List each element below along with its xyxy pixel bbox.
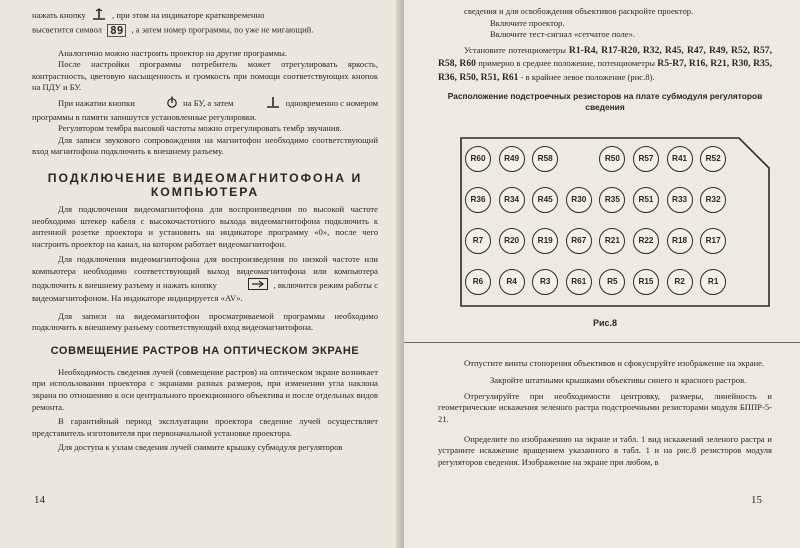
resistor-r61: R61 — [566, 269, 592, 295]
install-text-3: - в крайнее левое положение (рис.8). — [520, 71, 655, 82]
para-treble: Регулятором тембра высокой частоты можно отрегулировать тембр звучания. — [58, 123, 342, 134]
resistor-r5: R5 — [599, 269, 625, 295]
step-turn-on: Включите проектор. — [490, 17, 565, 28]
para-after-setup: После настройки программы потребитель может отрегулировать яркость, контрастность, цветовую насыщенность и громкость при помощи соответствующих кнопок на ПДУ и БУ. — [32, 59, 378, 93]
intro-text-3: высветится символ — [32, 24, 102, 35]
resistor-r17: R17 — [700, 228, 726, 254]
resistor-r7: R7 — [465, 228, 491, 254]
resistor-r33: R33 — [667, 187, 693, 213]
resistor-r30: R30 — [566, 187, 592, 213]
press-text-2: на БУ, а затем — [183, 97, 234, 108]
resistor-r45: R45 — [532, 187, 558, 213]
resistor-r34: R34 — [499, 187, 525, 213]
power-button-icon — [140, 96, 178, 112]
empty-slot — [734, 187, 768, 228]
section-title-vcr: ПОДКЛЮЧЕНИЕ ВИДЕОМАГНИТОФОНА И КОМПЬЮТЕРА — [47, 170, 363, 199]
press-text-3: одновременно с номером программы в памяти запишутся установленные регулировки. — [32, 97, 379, 122]
para-raster-access: Для доступа к узлам сведения лучей снимите крышку субмодуля регуляторов — [58, 442, 343, 453]
resistor-r21: R21 — [599, 228, 625, 254]
intro-line-1 — [32, 8, 378, 24]
empty-slot — [734, 228, 768, 269]
install-list-middle: R1-R4, R17-R20, R32, R45, R47, R49, R52, R57, R58, R60 — [438, 44, 773, 70]
program-button-icon — [91, 8, 107, 24]
resistor-r35: R35 — [599, 187, 625, 213]
resistor-r2: R2 — [667, 269, 693, 295]
resistor-r15: R15 — [633, 269, 659, 295]
resistor-r4: R4 — [499, 269, 525, 295]
intro-text-1: нажать кнопку — [32, 9, 86, 20]
intro-text-2: , при этом на индикаторе кратковременно — [112, 9, 265, 20]
para-install-pots — [438, 44, 772, 85]
resistor-r1: R1 — [700, 269, 726, 295]
memory-button-icon — [239, 96, 281, 112]
vcr-lf-text-1: Для подключения видеомагнитофона для воспроизведения по низкой частоте или компьютера необходимо соответствующий выход видеомагнитофона или компьютера подключить к внешнему разъему и нажать кнопку — [32, 254, 378, 290]
para-distortion: Определите по изображению на экране и табл. 1 вид искажений зеленого растра и устраните искажение вращением указанного в табл. 1 и на рис.8 резисторов модуля регуляторов сведения. Изображение на экране при любом, в — [438, 433, 772, 467]
empty-slot — [734, 146, 768, 187]
install-list-left: R5-R7, R16, R21, R30, R35, R36, R50, R51, R61 — [438, 58, 772, 83]
resistor-r49: R49 — [499, 146, 525, 172]
resistor-r3: R3 — [532, 269, 558, 295]
figure-divider — [404, 342, 800, 343]
install-text-1: Установите потенциометры — [464, 44, 567, 55]
para-raster-need: Необходимость сведения лучей (совмещение растров) на оптическом экране возникает при использовании проектора с экранами разных размеров, при изменении угла наклона экрана по отношению к оси центрального проекционного объектива и после отдельных видов ремонта. — [32, 366, 378, 412]
right-page — [404, 0, 800, 548]
para-raster-warranty: В гарантийный период эксплуатации проектора сведение лучей осуществляет представитель изготовителя при первоначальной установке проектора. — [32, 416, 378, 438]
resistor-r32: R32 — [700, 187, 726, 213]
resistor-r60: R60 — [465, 146, 491, 172]
resistor-r19: R19 — [532, 228, 558, 254]
resistor-r57: R57 — [633, 146, 659, 172]
para-vcr-record: Для записи на видеомагнитофон просматриваемой программы необходимо подключить к внешнему разъему соответствующий вход видеомагнитофона. — [32, 310, 378, 333]
para-vcr-lf — [32, 254, 378, 304]
resistor-r58: R58 — [532, 146, 558, 172]
para-close-lenses: Закройте штатными крышками объективы синего и красного растров. — [490, 375, 747, 386]
intro-text-4: , а затем номер программы, по уже не мигающий. — [131, 24, 314, 35]
para-vcr-hf: Для подключения видеомагнитофона для воспроизведения по высокой частоте необходимо штекер кабеля с высокочастотного выхода видеомагнитофона подключить к антенной розетке проектора и установить на индикаторе программу «0», после чего настроить проектор на канал, на котором работает видеомагнитофон. — [32, 203, 378, 249]
para-focus: Отпустите винты стопорения объективов и сфокусируйте изображение на экране. — [464, 357, 765, 368]
resistor-r18: R18 — [667, 228, 693, 254]
para-adjust-green: Отрегулируйте при необходимости центровку, размеры, линейность и геометрические искажения зеленого растра подстроечными резисторами модуля БППР-5-21. — [438, 390, 772, 424]
intro-line-2 — [32, 24, 378, 37]
page-number-left: 14 — [34, 494, 45, 506]
step-test-signal: Включите тест-сигнал «сетчатое поле». — [490, 29, 636, 40]
section-title-raster: СОВМЕЩЕНИЕ РАСТРОВ НА ОПТИЧЕСКОМ ЭКРАНЕ — [50, 344, 360, 357]
resistor-r22: R22 — [633, 228, 659, 254]
para-press — [32, 96, 378, 123]
figure-caption: Рис.8 — [592, 317, 618, 328]
indicator-symbol: 89 — [107, 24, 126, 37]
resistor-grid — [465, 146, 767, 310]
para-analog: Аналогично можно настроить проектор на другие программы. — [58, 47, 288, 58]
empty-slot — [734, 269, 768, 310]
resistor-r52: R52 — [700, 146, 726, 172]
press-text-1: При нажатии кнопки — [58, 97, 135, 108]
resistor-r50: R50 — [599, 146, 625, 172]
resistor-r6: R6 — [465, 269, 491, 295]
install-text-2: примерно в среднее положение, потенциометры — [478, 58, 656, 69]
top-line: сведения и для освобождения объективов раскройте проектор. — [464, 6, 694, 16]
resistor-r67: R67 — [566, 228, 592, 254]
empty-slot — [566, 146, 600, 187]
vcr-lf-text-2: , включится режим работы с видеомагнитофоном. На индикаторе индицируется «AV». — [32, 279, 378, 304]
page-number-right: 15 — [751, 494, 762, 506]
resistor-board-diagram — [451, 128, 779, 312]
resistor-r36: R36 — [465, 187, 491, 213]
resistor-r41: R41 — [667, 146, 693, 172]
resistor-r51: R51 — [633, 187, 659, 213]
resistor-r20: R20 — [499, 228, 525, 254]
board-caption: Расположение подстроечных резисторов на плате субмодуля регуляторов сведения — [447, 90, 763, 112]
para-record: Для записи звукового сопровождения на магнитофон необходимо соответствующий вход магнитофона подключить к внешнему разъему. — [32, 134, 378, 157]
av-input-icon — [222, 278, 268, 294]
